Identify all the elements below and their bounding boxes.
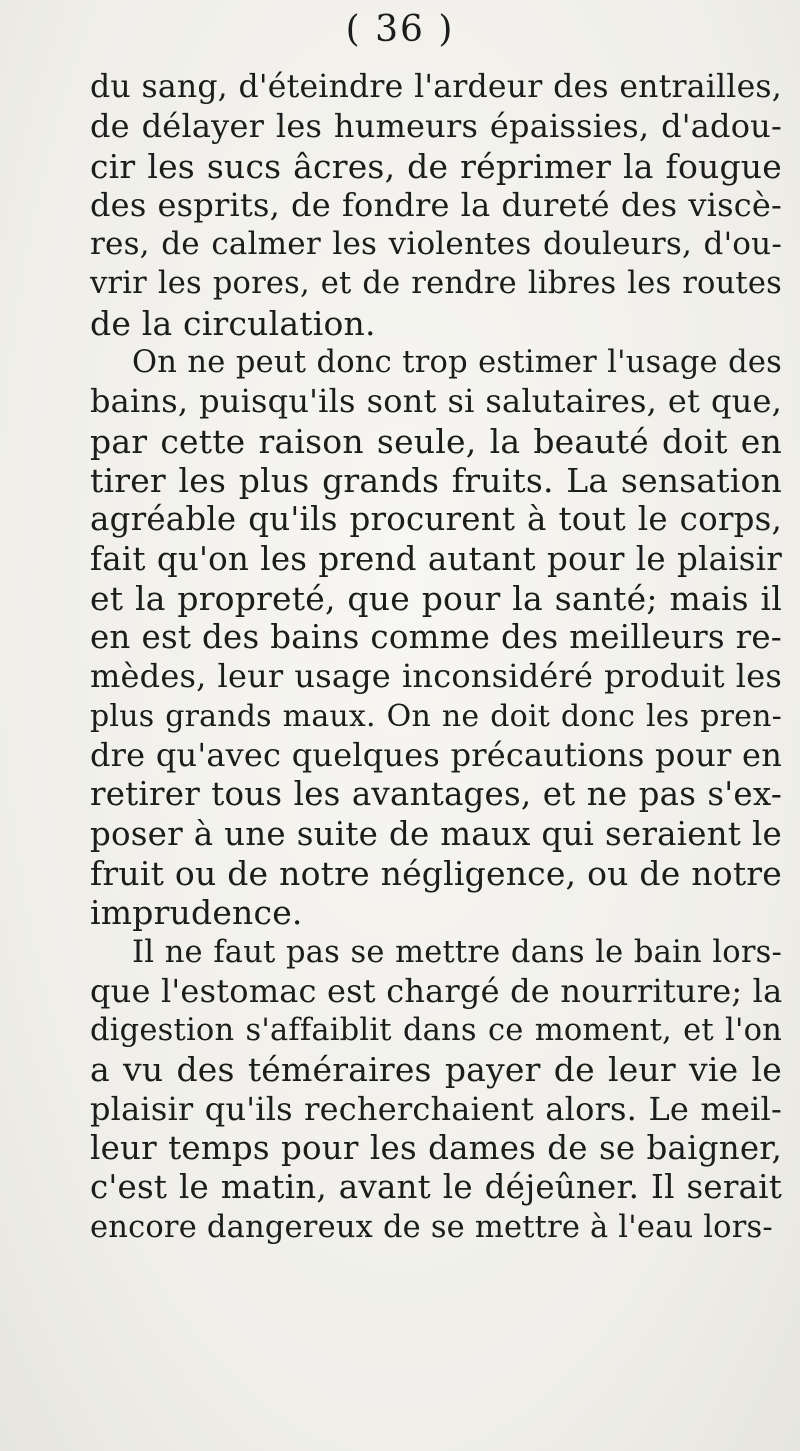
text-line: agréable qu'ils procurent à tout le corps, (90, 500, 782, 539)
text-line: dre qu'avec quelques précautions pour en (90, 736, 782, 775)
text-line: poser à une suite de maux qui seraient le (90, 814, 782, 853)
page-number: ( 36 ) (345, 9, 455, 50)
text-line: On ne peut donc trop estimer l'usage des (132, 345, 782, 381)
text-line: a vu des téméraires payer de leur vie le (90, 1050, 782, 1090)
text-line: res, de calmer les violentes douleurs, d'ou- (90, 226, 782, 263)
page-text (90, 68, 782, 1247)
text-line: mèdes, leur usage inconsidéré produit les (90, 657, 782, 696)
text-line: bains, puisqu'ils sont si salutaires, et que, (90, 382, 782, 421)
text-line: de délayer les humeurs épaissies, d'adou- (90, 107, 782, 146)
text-line: de la circulation. (90, 303, 376, 343)
text-line: cir les sucs âcres, de réprimer la fougue (90, 146, 782, 186)
text-line: du sang, d'éteindre l'ardeur des entrailles, (90, 69, 782, 105)
text-line: fait qu'on les prend autant pour le plaisir (90, 539, 782, 578)
text-line: que l'estomac est chargé de nourriture; la (90, 971, 783, 1010)
text-line: retirer tous les avantages, et ne pas s'ex- (90, 775, 782, 814)
text-line: en est des bains comme des meilleurs re- (90, 618, 782, 657)
paragraph (90, 68, 782, 343)
text-line: plus grands maux. On ne doit donc les pren- (90, 698, 782, 734)
paragraph (90, 933, 782, 1247)
text-line: plaisir qu'ils recherchaient alors. Le meil- (90, 1089, 782, 1128)
text-line: vrir les pores, et de rendre libres les routes (90, 266, 782, 302)
text-line: digestion s'affaiblit dans ce moment, et l'on (90, 1013, 782, 1049)
text-line: par cette raison seule, la beauté doit en (90, 421, 782, 461)
text-line: des esprits, de fondre la dureté des viscè- (90, 185, 782, 224)
text-line: et la propreté, que pour la santé; mais il (90, 578, 782, 618)
text-line: imprudence. (90, 893, 303, 933)
text-line: leur temps pour les dames de se baigner, (90, 1129, 782, 1168)
text-line: tirer les plus grands fruits. La sensation (90, 460, 782, 500)
paragraph (90, 343, 782, 932)
text-line: encore dangereux de se mettre à l'eau lors- (90, 1209, 773, 1245)
text-line: c'est le matin, avant le déjeûner. Il serait (90, 1168, 782, 1207)
text-line: Il ne faut pas se mettre dans le bain lors- (132, 934, 782, 970)
text-line: fruit ou de notre négligence, ou de notre (90, 853, 782, 893)
